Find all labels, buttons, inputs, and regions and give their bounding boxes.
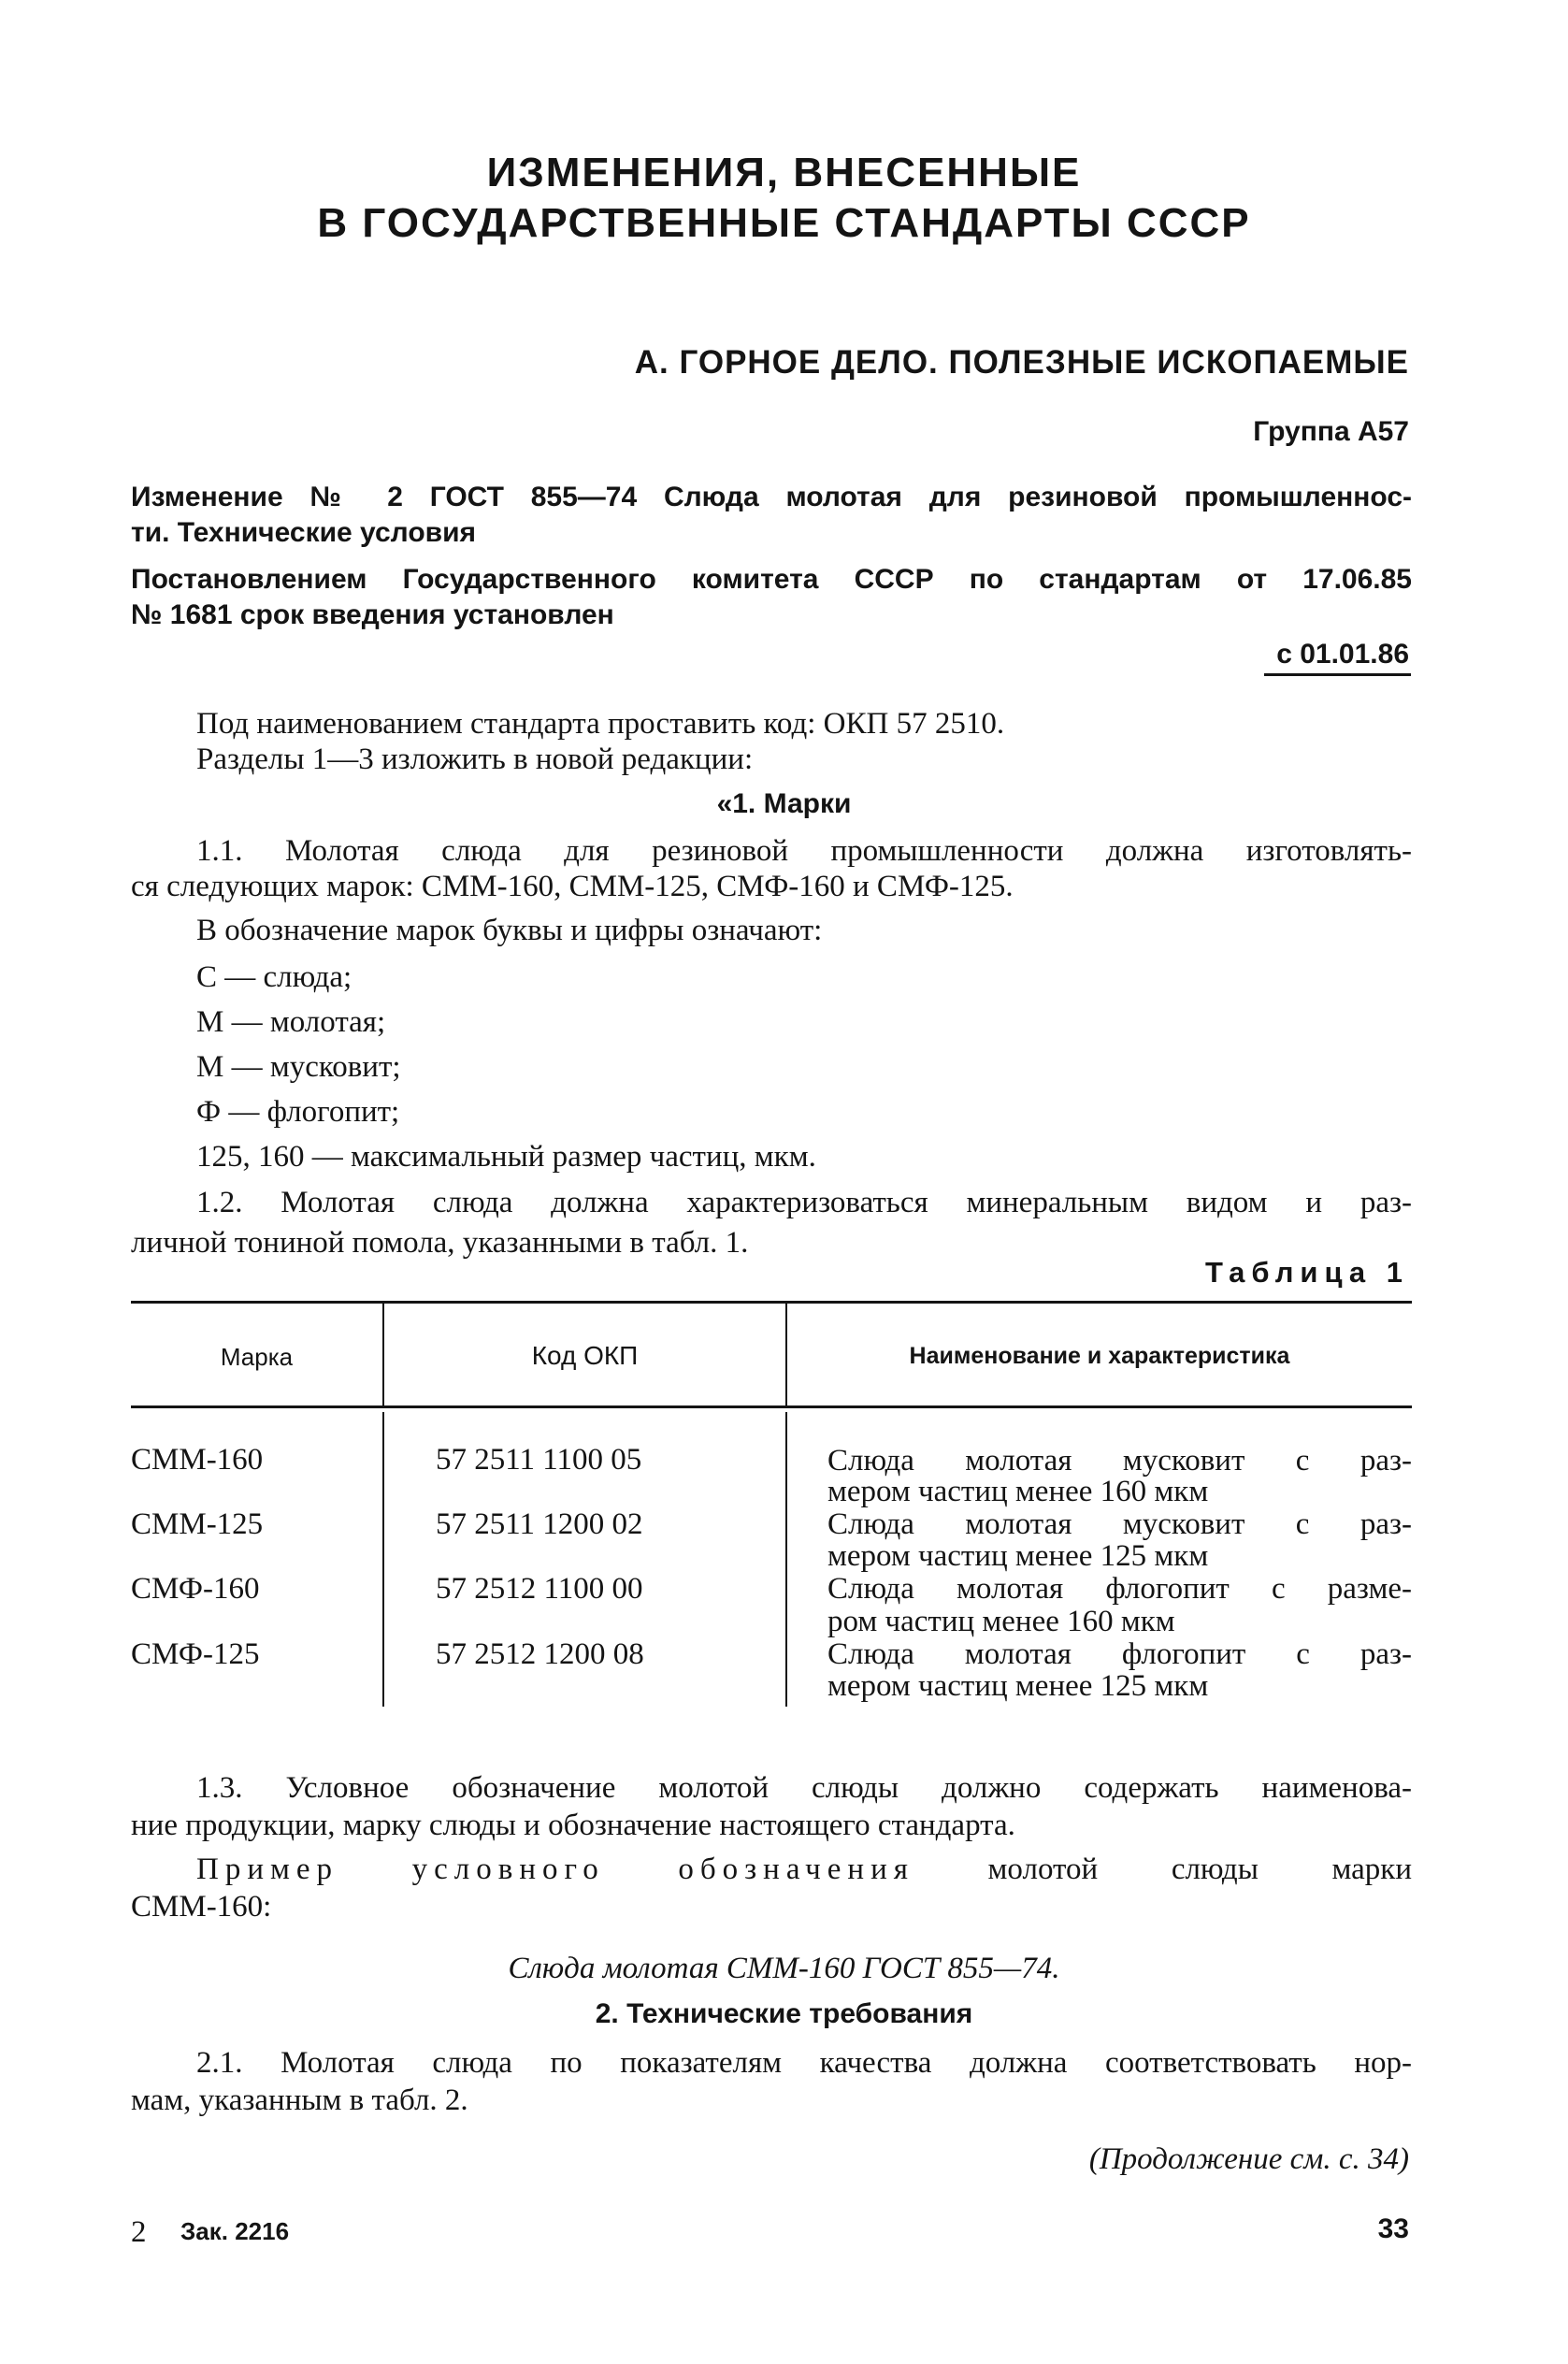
example-word: условного (411, 1852, 605, 1886)
amendment-title-line-1: Изменение № 2 ГОСТ 855—74 Слюда молотая для резиновой промышленнос- (131, 482, 1412, 512)
table-cell-description: Слюда молотая флогопит с раз- (827, 1637, 1412, 1671)
heading-technical-requirements: 2. Технические требования (595, 1998, 973, 2029)
decree-line-2: № 1681 срок введения установлен (131, 599, 614, 630)
table-cell-code: 57 2511 1200 02 (436, 1507, 643, 1541)
table-cell-description: Слюда молотая мусковит с раз- (827, 1444, 1412, 1478)
paragraph-sections: Разделы 1—3 изложить в новой редакции: (196, 742, 754, 776)
main-title-line-2: В ГОСУДАРСТВЕННЫЕ СТАНДАРТЫ СССР (317, 200, 1251, 246)
legend-item: М — мусковит; (196, 1050, 401, 1084)
table-header-rule (131, 1405, 1412, 1408)
paragraph-1-2-line-2: личной тониной помола, указанными в табл. 1. (131, 1226, 749, 1260)
table-caption: Таблица 1 (1204, 1256, 1409, 1289)
paragraph-1-1-line-1: 1.1. Молотая слюда для резиновой промышленности должна изготовлять- (196, 834, 1412, 868)
example-word: обозначения (678, 1852, 914, 1886)
legend-item: С — слюда; (196, 960, 352, 994)
paragraph-okp-code: Под наименованием стандарта проставить код: ОКП 57 2510. (196, 707, 1005, 741)
legend-item: Ф — флогопит; (196, 1095, 400, 1129)
decree-line-1: Постановлением Государственного комитета СССР по стандартам от 17.06.85 (131, 564, 1412, 595)
section-heading: А. ГОРНОЕ ДЕЛО. ПОЛЕЗНЫЕ ИСКОПАЕМЫЕ (634, 344, 1409, 381)
example-word: слюды (1171, 1852, 1259, 1886)
table-header-grade: Марка (220, 1343, 294, 1371)
paragraph-1-3-line-1: 1.3. Условное обозначение молотой слюды должно содержать наименова- (196, 1771, 1412, 1805)
paragraph-1-2-line-1: 1.2. Молотая слюда должна характеризоваться минеральным видом и раз- (196, 1186, 1412, 1219)
table-cell-description: Слюда молотая флогопит с разме- (827, 1572, 1412, 1606)
table-divider (382, 1412, 384, 1707)
example-word: молотой (987, 1852, 1099, 1886)
paragraph-1-1-line-2: ся следующих марок: СММ-160, СММ-125, СМФ-160 и СМФ-125. (131, 870, 1014, 903)
footer-signature-number: 2 (131, 2215, 147, 2249)
table-cell-grade: СМФ-125 (131, 1637, 260, 1671)
legend-item: М — молотая; (196, 1005, 386, 1039)
table-cell-description: мером частиц менее 125 мкм (827, 1539, 1209, 1573)
example-designation: Слюда молотая СММ-160 ГОСТ 855—74. (508, 1952, 1060, 1985)
table-cell-code: 57 2512 1100 00 (436, 1572, 643, 1606)
table-header-description: Наименование и характеристика (909, 1343, 1290, 1369)
paragraph-1-3-line-2: ние продукции, марку слюды и обозначение настоящего стандарта. (131, 1809, 1015, 1842)
table-cell-grade: СММ-160 (131, 1443, 264, 1477)
paragraph-2-1-line-2: мам, указанным в табл. 2. (131, 2083, 468, 2117)
table-cell-code: 57 2511 1100 05 (436, 1443, 642, 1477)
paragraph-2-1-line-1: 2.1. Молотая слюда по показателям качества должна соответствовать нор- (196, 2046, 1412, 2080)
page-number: 33 (1377, 2213, 1409, 2244)
legend-intro: В обозначение марок буквы и цифры означают: (196, 914, 823, 947)
table-cell-grade: СММ-125 (131, 1507, 264, 1541)
table-header-code: Код ОКП (531, 1341, 639, 1370)
table-cell-description: мером частиц менее 160 мкм (827, 1475, 1209, 1508)
example-grade: СММ-160: (131, 1890, 272, 1924)
legend-item: 125, 160 — максимальный размер частиц, мкм. (196, 1140, 816, 1174)
footer-order-label: Зак. 2216 (180, 2217, 290, 2245)
continuation-note: (Продолжение см. с. 34) (1088, 2142, 1409, 2176)
table-cell-description: ром частиц менее 160 мкм (827, 1605, 1175, 1638)
main-title-line-1: ИЗМЕНЕНИЯ, ВНЕСЕННЫЕ (486, 150, 1082, 195)
table-cell-description: Слюда молотая мусковит с раз- (827, 1507, 1412, 1541)
group-label: Группа А57 (1253, 416, 1409, 447)
table-cell-code: 57 2512 1200 08 (436, 1637, 644, 1671)
amendment-title-line-2: ти. Технические условия (131, 517, 477, 548)
table-top-rule (131, 1301, 1412, 1304)
effective-date: с 01.01.86 (1276, 639, 1409, 670)
table-cell-grade: СМФ-160 (131, 1572, 260, 1606)
example-word: марки (1331, 1852, 1412, 1886)
table-cell-description: мером частиц менее 125 мкм (827, 1669, 1209, 1703)
example-line (196, 1851, 1412, 1888)
table-divider (785, 1412, 787, 1707)
heading-marks: «1. Марки (716, 788, 852, 819)
date-underline (1264, 673, 1411, 676)
example-word: Пример (196, 1852, 339, 1886)
